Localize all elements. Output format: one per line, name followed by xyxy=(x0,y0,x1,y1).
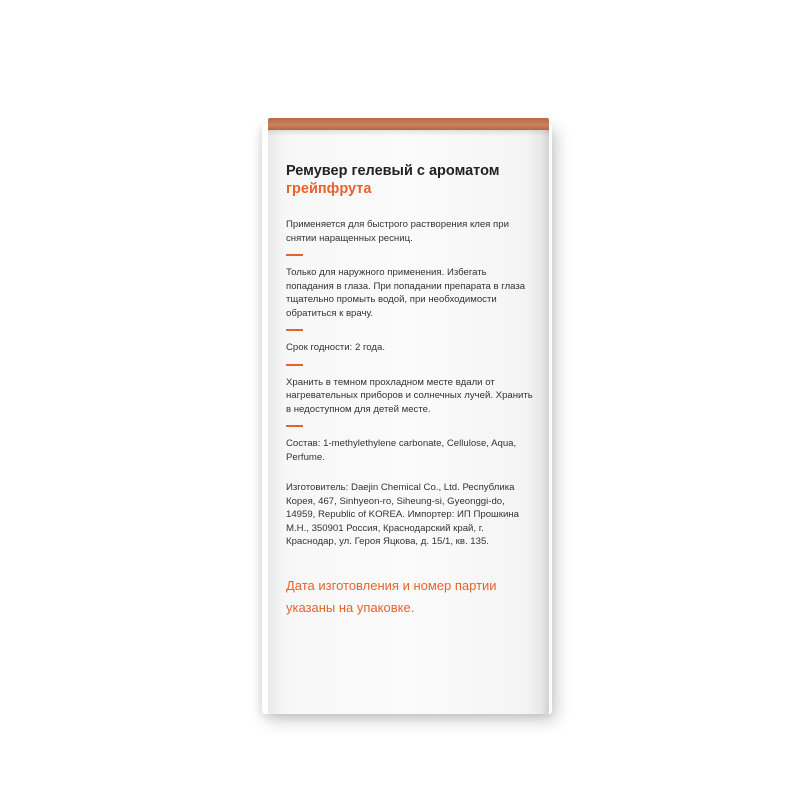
storage-text: Хранить в темном прохладном месте вдали от нагревательных приборов и солнечных лучей. Хранить в недоступном для детей месте. xyxy=(286,376,533,415)
manufacturer-text: Изготовитель: Daejin Chemical Co., Ltd. Республика Корея, 467, Sinhyeon-ro, Siheung-si, Gyeonggi-do, 14959, Republic of KOREA. Импортер: ИП Прошкина М.Н., 350901 Россия, Краснодарский край, г. Краснодар, ул. Героя Яцкова, д. 15/1, кв. 135. xyxy=(286,482,519,547)
composition-text: Состав: 1-methylethylene carbonate, Cellulose, Aqua, Perfume. xyxy=(286,438,517,463)
usage-text: Применяется для быстрого растворения клея при снятии наращенных ресниц. xyxy=(286,219,509,244)
product-title: Ремувер гелевый с ароматом xyxy=(286,163,500,179)
section-divider xyxy=(286,329,303,331)
box-lid-edge xyxy=(268,118,549,130)
section-divider xyxy=(286,254,303,256)
shelf-life-text: Срок годности: 2 года. xyxy=(286,342,386,353)
section-divider xyxy=(286,364,303,366)
date-note: Дата изготовления и номер партии указаны на упаковке. xyxy=(286,577,497,615)
warning-text: Только для наружного применения. Избегать попадания в глаза. При попадании препарата в глаза тщательно промыть водой, при необходимости обратиться к врачу. xyxy=(286,267,526,319)
section-divider xyxy=(286,425,303,427)
label-content xyxy=(286,162,536,619)
product-title-accent: грейпфрута xyxy=(286,181,372,197)
product-box xyxy=(268,118,549,714)
